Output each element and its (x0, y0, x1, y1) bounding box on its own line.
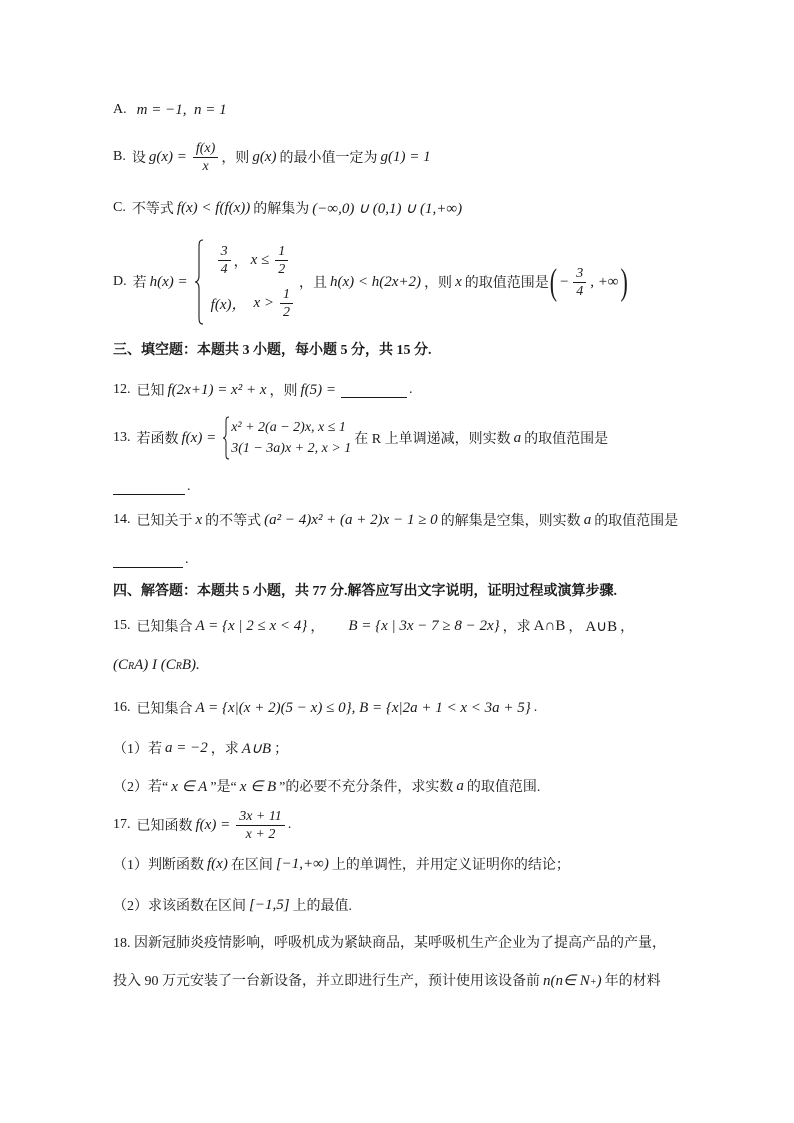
q13-text-3: 的取值范围是 (524, 432, 609, 447)
piecewise-case-2 (231, 438, 351, 459)
piecewise-brace (222, 416, 230, 460)
fraction-1-over-2 (275, 243, 288, 278)
q15-text-3: ，求 (502, 620, 531, 635)
question-17 (113, 805, 291, 845)
fraction-1-over-2 (280, 286, 293, 321)
q16-2-math-1: x ∈ A (171, 778, 208, 795)
option-d (113, 237, 629, 327)
option-c (113, 196, 465, 220)
q13-text-2: 在 R 上单调递减，则实数 (354, 432, 511, 447)
subscript-r: R (128, 660, 135, 672)
fraction-numerator: 3 (573, 265, 586, 283)
fraction-denominator: 2 (278, 262, 286, 277)
option-c-text-1: 不等式 (131, 202, 174, 217)
part-label: （2）若“ (113, 780, 169, 795)
fraction-numerator: f(x) (193, 140, 218, 158)
question-16-part-2 (113, 774, 540, 798)
fraction-3-over-4 (573, 265, 586, 300)
part-label: （1）若 (113, 742, 162, 757)
q16-sets: A = {x|(x + 2)(5 − x) ≤ 0}, B = {x|2a + 1 < x < 3a + 5} (195, 699, 531, 716)
piecewise-case-2 (208, 282, 296, 325)
question-number: 15. (113, 618, 131, 633)
case-1-condition: x ≤ (250, 252, 270, 268)
q15-intersection: A∩B (533, 617, 566, 634)
fraction-f-over-x (193, 140, 218, 175)
option-b-text-2: ，则 (221, 151, 250, 166)
q16-2-text-2: ”的必要不充分条件，求实数 (279, 780, 454, 795)
section-4-heading: 四、解答题：本题共 5 小题，共 77 分.解答应写出文字说明，证明过程或演算步骤. (113, 584, 617, 599)
fraction-numerator: 3 (218, 243, 231, 261)
q17-1-math-1: f(x) (207, 855, 228, 872)
question-number: 16. (113, 700, 131, 715)
question-number: 12. (113, 382, 131, 397)
q14-math-3: a (583, 511, 592, 528)
question-16-part-1 (113, 736, 288, 760)
q12-math-2: f(5) = (300, 381, 337, 398)
fraction-numerator: 1 (280, 286, 293, 304)
range-close-paren: ) (620, 259, 628, 303)
question-14 (113, 508, 678, 532)
option-b-math-2: g(x) (252, 148, 277, 165)
case-2-expression: f(x)， (210, 297, 247, 313)
piecewise-brace (194, 239, 204, 325)
question-16 (113, 696, 537, 720)
q12-text-2: ，则 (269, 384, 298, 399)
fraction-denominator: 2 (283, 305, 291, 320)
case-2-expression: 3(1 − 3a)x + 2, x > 1 (231, 440, 352, 456)
option-c-label: C. (113, 200, 126, 215)
option-b-label: B. (113, 149, 126, 164)
fraction-denominator: x (202, 158, 209, 174)
part-label: （1）判断函数 (113, 858, 204, 873)
expr-part-2: A) I (C (134, 656, 176, 673)
q17-1-text-2: 上的单调性，并用定义证明你的结论； (331, 858, 570, 873)
q16-2-text-3: 的取值范围. (466, 780, 541, 795)
q15-text-4: ， (568, 620, 583, 635)
q14-math-2: (a² − 4)x² + (a + 2)x − 1 ≥ 0 (264, 511, 438, 528)
q14-text-2: 的不等式 (205, 514, 262, 529)
fraction-denominator: x + 2 (245, 826, 276, 842)
question-17-part-1 (113, 852, 570, 876)
piecewise-case-1 (231, 417, 351, 438)
answer-blank (113, 479, 185, 495)
q17-math-1: f(x) = (195, 816, 231, 833)
option-c-text-2: 的解集为 (253, 202, 310, 217)
piecewise-rows (208, 239, 296, 325)
fraction-denominator: 4 (220, 262, 228, 277)
option-a (113, 98, 230, 122)
q13-text-1: 若函数 (136, 432, 179, 447)
option-b-math-3: g(1) = 1 (380, 148, 431, 165)
option-c-math-1: f(x) < f(f(x)) (176, 199, 251, 216)
question-12 (113, 378, 413, 402)
case-1-expression: x² + 2(a − 2)x, x ≤ 1 (231, 419, 346, 435)
q12-text-1: 已知 (136, 384, 165, 399)
range-minus: − (559, 273, 570, 290)
answer-blank (113, 552, 183, 568)
q16-2-text-1: ”是“ (210, 780, 237, 795)
option-b-math-1: g(x) = (148, 148, 187, 165)
q16-1-text-2: ； (274, 742, 289, 757)
q16-2-math-2: x ∈ B (239, 778, 277, 795)
option-b-text-3: 的最小值一定为 (279, 151, 378, 166)
question-number: 13. (113, 430, 131, 445)
expr-part-1: n(n∈ N (543, 972, 590, 989)
question-14-answer-line (113, 548, 189, 572)
q16-1-text-1: ，求 (210, 742, 239, 757)
case-2-condition: x > (253, 295, 275, 311)
q14-text-3: 的解集是空集，则实数 (440, 514, 581, 529)
option-b (113, 135, 434, 179)
q17-end: . (287, 817, 292, 832)
piecewise-f (222, 416, 351, 460)
q13-math-1: f(x) = (181, 429, 217, 446)
q14-math-1: x (195, 511, 203, 528)
q18-text-2: 年的材料 (604, 974, 661, 989)
q13-math-2: a (513, 429, 522, 446)
q15-text-1: 已知集合 (136, 620, 193, 635)
q15-text-5: ， (620, 620, 635, 635)
fraction-3-over-4 (218, 243, 231, 278)
question-17-part-2 (113, 893, 352, 917)
q15-union: A∪B (585, 618, 618, 635)
case-separator: ， (233, 254, 248, 270)
option-d-text-3: ，则 (424, 276, 453, 291)
expr-part-3: B). (181, 656, 200, 673)
piecewise-rows (231, 417, 351, 459)
q15-set-b: B = {x | 3x − 7 ≥ 8 − 2x} (348, 617, 500, 634)
option-a-label: A. (113, 102, 127, 117)
q14-end: . (185, 552, 189, 567)
expr-part-1: (C (113, 656, 128, 673)
question-15 (113, 614, 634, 638)
q15-set-a: A = {x | 2 ≤ x < 4} (195, 617, 308, 634)
q16-1-math-2: A∪B (241, 740, 272, 757)
q14-text-1: 已知关于 (136, 514, 193, 529)
fraction-denominator: 4 (576, 283, 584, 299)
q12-end: . (409, 382, 413, 397)
question-15-line-2 (113, 653, 203, 677)
option-d-text-4: 的取值范围是 (464, 276, 549, 291)
fraction-numerator: 1 (275, 243, 288, 261)
q18-years-expression (543, 971, 602, 990)
range-rest: , +∞ (590, 273, 619, 290)
option-c-math-2: (−∞,0) ∪ (0,1) ∪ (1,+∞) (312, 200, 463, 217)
q16-1-math-1: a = −2 (165, 739, 208, 756)
q12-math-1: f(2x+1) = x² + x (167, 381, 267, 398)
expr-part-2: ) (596, 972, 602, 989)
option-d-math-3: x (455, 273, 462, 290)
q17-2-interval: [−1,5] (249, 896, 290, 913)
q17-2-text-1: 上的最值. (292, 899, 353, 914)
subscript-plus: + (589, 976, 597, 988)
q17-text-1: 已知函数 (136, 819, 193, 834)
q17-1-text-1: 在区间 (230, 858, 273, 873)
question-18-line-2 (113, 968, 661, 992)
piecewise-case-1 (208, 239, 296, 282)
q15-complement-expression (113, 657, 200, 674)
option-a-math: m = −1, n = 1 (136, 101, 227, 118)
q18-text-1: 投入 90 万元安装了一台新设备，并立即进行生产，预计使用该设备前 (113, 974, 540, 989)
question-number: 14. (113, 512, 131, 527)
q16-text-1: 已知集合 (136, 702, 193, 717)
piecewise-h (194, 239, 296, 325)
question-18-line-1: 18. 因新冠肺炎疫情影响，呼吸机成为紧缺商品，某呼吸机生产企业为了提高产品的产量， (113, 936, 666, 951)
option-d-math-1: h(x) = (149, 273, 188, 290)
option-d-math-2: h(x) < h(2x+2) (330, 273, 422, 290)
question-number: 17. (113, 817, 131, 832)
q14-text-4: 的取值范围是 (594, 514, 679, 529)
q17-1-interval: [−1,+∞) (275, 855, 329, 872)
option-d-text-1: 若 (132, 276, 147, 291)
answer-blank (341, 382, 407, 398)
option-d-text-2: ，且 (299, 276, 328, 291)
section-3-heading: 三、填空题：本题共 3 小题，每小题 5 分，共 15 分. (113, 343, 432, 358)
fraction-function (236, 808, 285, 843)
question-13 (113, 415, 608, 461)
q13-end: . (187, 479, 191, 494)
q16-2-math-3: a (456, 777, 464, 794)
option-d-label: D. (113, 274, 127, 289)
option-b-text-1: 设 (131, 151, 146, 166)
part-label: （2）求该函数在区间 (113, 899, 246, 914)
range-open-paren: ( (549, 259, 558, 303)
subscript-r: R (175, 660, 182, 672)
fraction-numerator: 3x + 11 (236, 808, 285, 826)
question-13-answer-line (113, 475, 191, 499)
q15-text-2: ， (310, 620, 325, 635)
q16-end: . (533, 700, 538, 715)
